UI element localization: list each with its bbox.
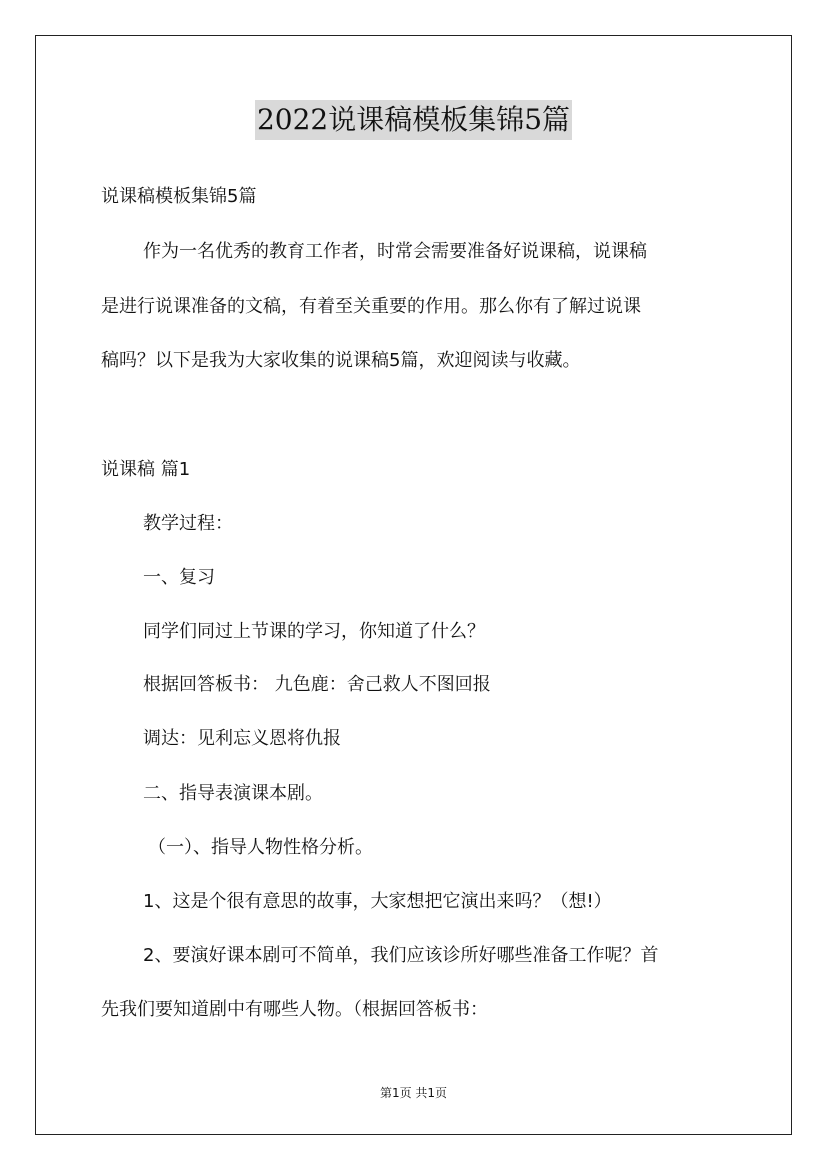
body-line: 调达：见利忘义恩将仇报 [143, 728, 341, 749]
body-line: 2、要演好课本剧可不简单，我们应该诊所好哪些准备工作呢？首 [143, 945, 659, 966]
body-line-last: 先我们要知道剧中有哪些人物。（根据回答板书： [101, 999, 488, 1020]
document-subtitle: 说课稿模板集锦5篇 [101, 186, 257, 207]
intro-line-3: 稿吗？以下是我为大家收集的说课稿5篇，欢迎阅读与收藏。 [101, 350, 581, 371]
body-line: 一、复习 [143, 567, 215, 588]
section-heading: 说课稿 篇1 [101, 459, 191, 480]
intro-line-1: 作为一名优秀的教育工作者，时常会需要准备好说课稿，说课稿 [143, 241, 647, 262]
body-line: 根据回答板书： 九色鹿：舍己救人不图回报 [143, 674, 491, 695]
body-line: 教学过程： [143, 513, 233, 534]
page-footer: 第1页 共1页 [379, 1086, 448, 1100]
body-line: 同学们同过上节课的学习，你知道了什么？ [143, 621, 485, 642]
body-line: （一）、指导人物性格分析。 [148, 837, 373, 858]
title-container [0, 100, 827, 140]
intro-line-2: 是进行说课准备的文稿，有着至关重要的作用。那么你有了解过说课 [101, 296, 641, 317]
body-line: 1、这是个很有意思的故事，大家想把它演出来吗？（想!） [143, 891, 612, 912]
document-title: 2022说课稿模板集锦5篇 [255, 100, 572, 140]
body-line: 二、指导表演课本剧。 [143, 783, 323, 804]
